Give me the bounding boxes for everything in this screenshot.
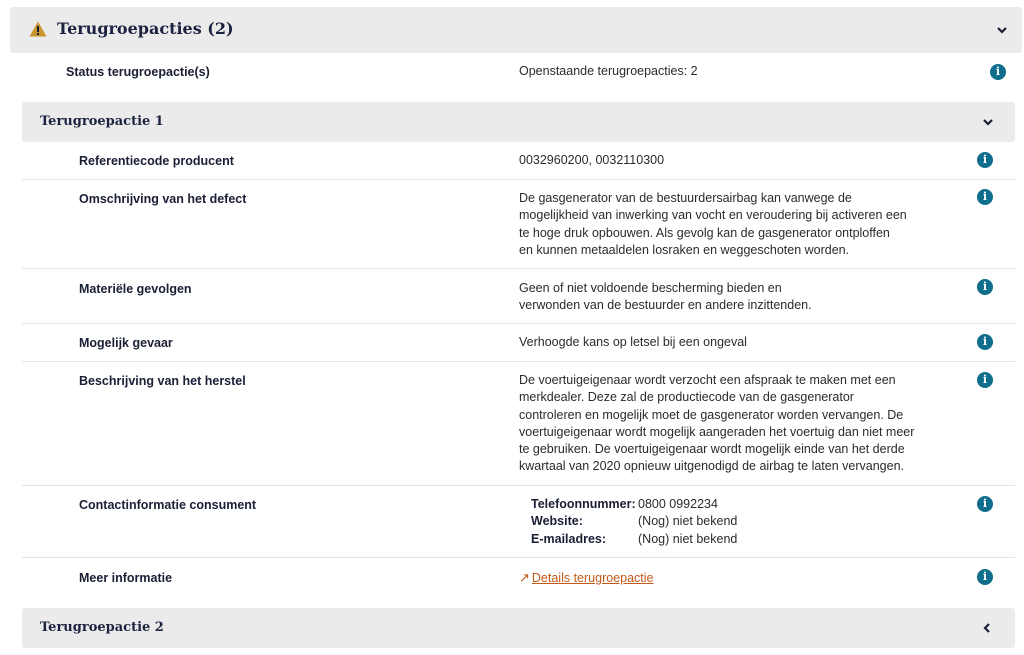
details-link[interactable]: Details terugroepactie (531, 571, 654, 585)
row-label: Materiële gevolgen (79, 282, 192, 296)
recall-1-header[interactable] (22, 102, 1015, 142)
row-value: 0032960200, 0032110300 (519, 153, 665, 167)
arrow-up-right-icon: ↗ (519, 570, 530, 585)
recall-title: Terugroepactie 2 (40, 620, 164, 635)
contact-phone: Telefoonnummer: 0800 0992234 (531, 497, 718, 511)
info-icon[interactable]: i (977, 334, 993, 350)
row-label: Beschrijving van het herstel (79, 374, 246, 388)
row-material-consequences (22, 269, 1015, 324)
row-label: Meer informatie (79, 571, 173, 585)
contact-email: E-mailadres: (Nog) niet bekend (531, 531, 738, 546)
section-title: Terugroepacties (2) (57, 19, 234, 38)
contact-list (531, 496, 737, 548)
contact-website: Website: (Nog) niet bekend (531, 514, 738, 529)
chevron-down-icon[interactable] (981, 115, 995, 129)
status-label: Status terugroepactie(s) (66, 65, 210, 79)
row-label: Mogelijk gevaar (79, 336, 173, 350)
row-value: Geen of niet voldoende bescherming bieden en verwonden van de bestuurder en andere inzittenden. (519, 281, 812, 313)
row-label: Contactinformatie consument (79, 498, 257, 512)
row-value: De voertuigeigenaar wordt verzocht een afspraak te maken met een merkdealer. Deze zal de productiecode van de gasgenerator controleren en mogelijk moet de gasgenerator worden vervangen. De voertuigeigenaar wordt mogelijk aangeraden het voertuig dan niet meer te gebruiken. De voertuigeigenaar wordt mogelijk einde van het derde kwartaal van 2020 opnieuw uitgenodigd de airbag te laten vervangen. (519, 373, 915, 474)
warning-icon (29, 21, 47, 37)
row-reference-code (22, 142, 1015, 180)
info-icon[interactable]: i (977, 569, 993, 585)
info-icon[interactable]: i (977, 496, 993, 512)
info-icon[interactable]: i (977, 189, 993, 205)
row-value: De gasgenerator van de bestuurdersairbag kan vanwege de mogelijkheid van inwerking van vocht en veroudering bij activeren een te hoge druk opbouwen. Als gevolg kan de gasgenerator ontploffen en kunnen metaaldelen losraken en weggeschoten worden. (519, 191, 907, 257)
row-label: Referentiecode producent (79, 154, 234, 168)
recalls-section-header[interactable] (10, 7, 1022, 53)
row-repair-description (22, 362, 1015, 486)
chevron-down-icon[interactable] (995, 23, 1009, 37)
info-icon[interactable]: i (990, 64, 1006, 80)
row-label: Omschrijving van het defect (79, 192, 247, 206)
row-defect-description (22, 180, 1015, 269)
row-more-info (22, 558, 1015, 598)
details-link-container (519, 569, 654, 587)
info-icon[interactable]: i (977, 372, 993, 388)
row-value: Verhoogde kans op letsel bij een ongeval (519, 335, 747, 349)
chevron-left-icon[interactable] (980, 621, 994, 635)
info-icon[interactable]: i (977, 279, 993, 295)
info-icon[interactable]: i (977, 152, 993, 168)
status-value: Openstaande terugroepacties: 2 (519, 64, 698, 78)
recall-2-header[interactable] (22, 608, 1015, 648)
row-consumer-contact (22, 486, 1015, 558)
row-possible-danger (22, 324, 1015, 362)
status-row (10, 55, 1022, 91)
recall-title: Terugroepactie 1 (40, 114, 164, 129)
